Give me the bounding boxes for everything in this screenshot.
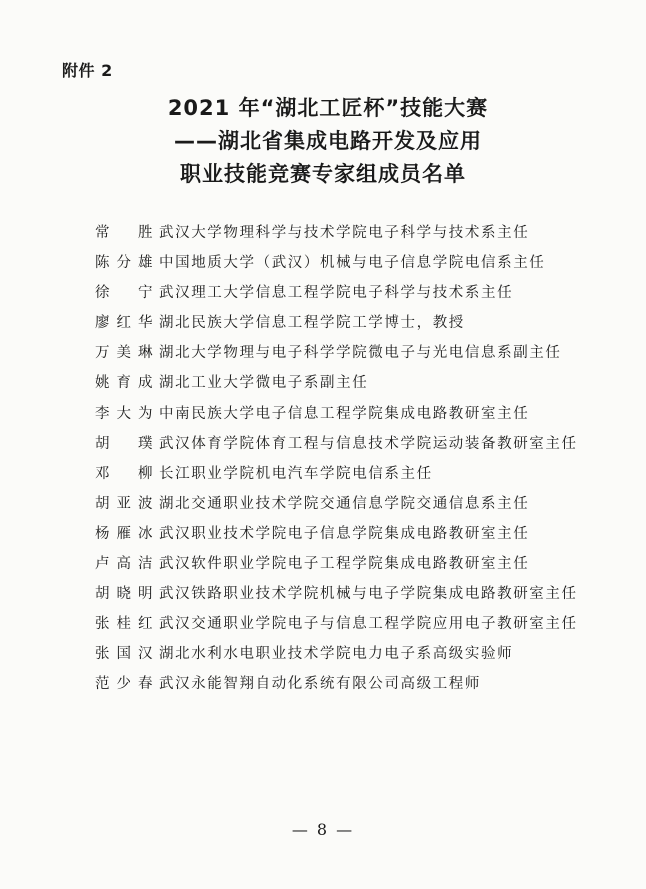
list-item (95, 432, 615, 462)
member-name: 胡 璞 (95, 435, 153, 452)
member-title: 武汉交通职业学院电子与信息工程学院应用电子教研室主任 (159, 616, 578, 633)
member-name: 张国汉 (95, 646, 153, 663)
list-item (95, 522, 615, 552)
member-name: 胡晓明 (95, 586, 153, 603)
member-title: 中南民族大学电子信息工程学院集成电路教研室主任 (159, 405, 530, 422)
title-line-2: ——湖北省集成电路开发及应用 (174, 129, 482, 153)
member-name: 李大为 (95, 405, 153, 422)
member-title: 武汉永能智翔自动化系统有限公司高级工程师 (159, 676, 481, 693)
member-name: 卢高洁 (95, 556, 153, 573)
expert-member-list (95, 221, 615, 703)
list-item (95, 462, 615, 492)
member-title: 武汉铁路职业技术学院机械与电子学院集成电路教研室主任 (159, 586, 578, 603)
member-name: 徐 宁 (95, 285, 153, 302)
member-name: 常 胜 (95, 225, 153, 241)
list-item (95, 492, 615, 522)
document-title (0, 92, 646, 191)
member-name: 张桂红 (95, 616, 153, 633)
page-number: — 8 — (291, 820, 355, 839)
list-item (95, 612, 615, 642)
member-title: 武汉职业技术学院电子信息学院集成电路教研室主任 (159, 525, 530, 542)
list-item (95, 251, 615, 281)
member-name: 陈分雄 (95, 255, 153, 272)
list-item (95, 281, 615, 311)
member-title: 湖北工业大学微电子系副主任 (159, 375, 369, 392)
member-title: 湖北交通职业技术学院交通信息学院交通信息系主任 (159, 495, 530, 512)
list-item (95, 371, 615, 401)
attachment-label: 附件 2 (62, 61, 113, 80)
member-name: 胡亚波 (95, 495, 153, 512)
list-item (95, 582, 615, 612)
list-item (95, 311, 615, 341)
member-title: 湖北民族大学信息工程学院工学博士，教授 (159, 315, 465, 332)
list-item (95, 672, 615, 702)
list-item (95, 552, 615, 582)
list-item (95, 642, 615, 672)
member-title: 武汉体育学院体育工程与信息技术学院运动装备教研室主任 (159, 435, 578, 452)
member-name: 万美琳 (95, 345, 153, 362)
member-name: 姚育成 (95, 375, 153, 392)
member-title: 武汉理工大学信息工程学院电子科学与技术系主任 (159, 285, 514, 302)
member-title: 中国地质大学（武汉）机械与电子信息学院电信系主任 (159, 255, 546, 272)
title-line-3: 职业技能竞赛专家组成员名单 (180, 162, 466, 186)
member-title: 湖北大学物理与电子科学学院微电子与光电信息系副主任 (159, 345, 562, 362)
member-name: 范少春 (95, 676, 153, 693)
member-name: 廖红华 (95, 315, 153, 332)
member-name: 邓 柳 (95, 465, 153, 482)
member-name: 杨雁冰 (95, 525, 153, 542)
member-title: 长江职业学院机电汽车学院电信系主任 (159, 465, 433, 482)
list-item (95, 221, 615, 251)
list-item (95, 341, 615, 371)
member-title: 湖北水利水电职业技术学院电力电子系高级实验师 (159, 646, 514, 663)
list-item (95, 402, 615, 432)
title-line-1: 2021 年“湖北工匠杯”技能大赛 (167, 96, 489, 120)
member-title: 武汉软件职业学院电子工程学院集成电路教研室主任 (159, 556, 530, 573)
member-title: 武汉大学物理科学与技术学院电子科学与技术系主任 (159, 225, 530, 241)
